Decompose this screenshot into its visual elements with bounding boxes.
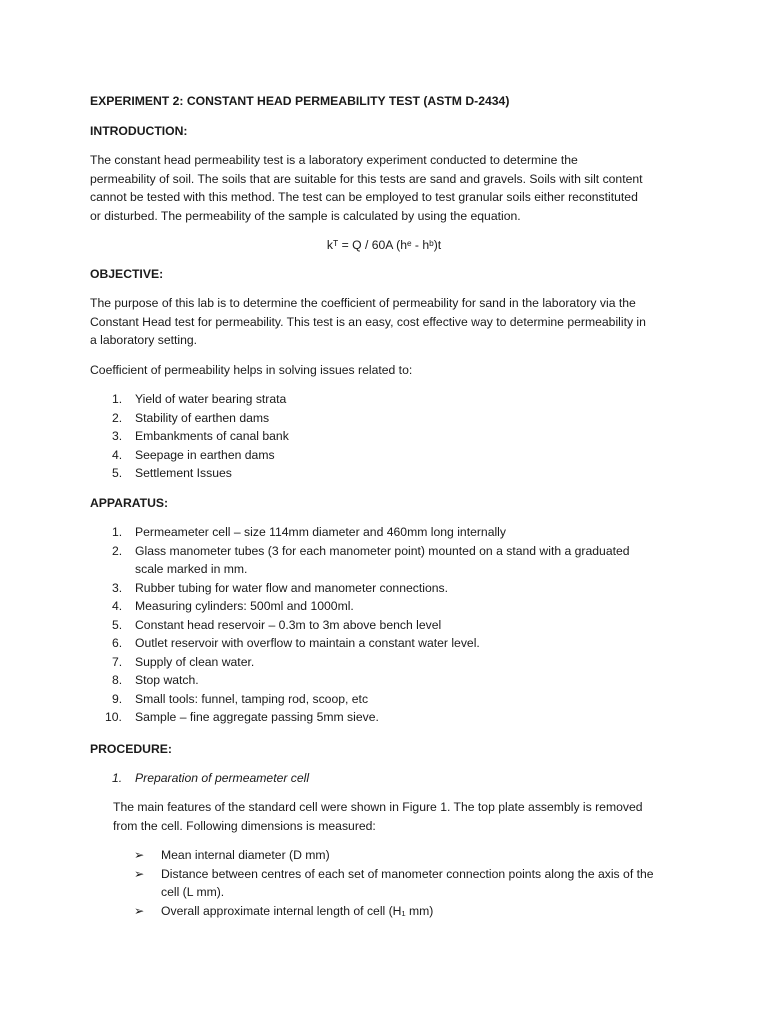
list-text: Measuring cylinders: 500ml and 1000ml. <box>135 599 354 613</box>
list-number: 5. <box>112 617 123 632</box>
list-item <box>90 653 690 672</box>
list-item <box>90 464 690 483</box>
list-item <box>90 427 690 446</box>
objective-paragraph <box>90 294 690 350</box>
list-text: Small tools: funnel, tamping rod, scoop, etc <box>135 691 369 706</box>
list-number: 9. <box>112 691 123 706</box>
list-number: 1. <box>112 525 123 539</box>
objective-line: Constant Head test for permeability. This test is an easy, cost effective way to determine permeability in <box>90 314 646 329</box>
list-number: 2. <box>112 410 123 425</box>
list-item <box>90 708 690 727</box>
list-text: Outlet reservoir with overflow to maintain a constant water level. <box>135 636 480 650</box>
arrow-bullet-icon: ➢ <box>134 866 145 881</box>
objective-line: a laboratory setting. <box>90 333 198 347</box>
list-text-continuation: cell (L mm). <box>161 885 225 899</box>
list-number: 2. <box>112 543 123 558</box>
list-item <box>134 846 694 865</box>
coefficient-intro: Coefficient of permeability helps in solving issues related to: <box>90 363 413 377</box>
step-line: The main features of the standard cell were shown in Figure 1. The top plate assembly is removed <box>113 800 643 814</box>
introduction-line: cannot be tested with this method. The test can be employed to test granular soils either reconstituted <box>90 190 638 204</box>
list-text: Glass manometer tubes (3 for each manometer point) mounted on a stand with a graduated <box>135 543 630 558</box>
list-item <box>90 542 690 579</box>
objective-heading: OBJECTIVE: <box>90 267 164 281</box>
list-number: 7. <box>112 654 123 669</box>
arrow-bullet-icon: ➢ <box>134 848 145 862</box>
introduction-line: or disturbed. The permeability of the sample is calculated by using the equation. <box>90 208 521 223</box>
list-number: 4. <box>112 447 123 462</box>
list-item <box>90 634 690 653</box>
step-title: Preparation of permeameter cell <box>135 771 310 785</box>
list-text: Settlement Issues <box>135 466 232 480</box>
list-number: 5. <box>112 466 123 480</box>
list-number: 10. <box>105 710 122 724</box>
list-text-continuation: scale marked in mm. <box>135 562 248 576</box>
list-number: 3. <box>112 429 123 443</box>
introduction-line: The constant head permeability test is a laboratory experiment conducted to determine the <box>90 153 578 167</box>
list-text: Stop watch. <box>135 673 199 687</box>
introduction-line: permeability of soil. The soils that are suitable for this tests are sand and gravels. Soils with silt content <box>90 171 643 186</box>
arrow-bullet-icon: ➢ <box>134 903 145 918</box>
list-text: Yield of water bearing strata <box>135 392 287 406</box>
list-item <box>90 690 690 709</box>
list-text: Rubber tubing for water flow and manometer connections. <box>135 580 448 595</box>
issues-list <box>90 390 690 483</box>
list-number: 6. <box>112 636 123 650</box>
list-text: Constant head reservoir – 0.3m to 3m above bench level <box>135 617 442 632</box>
list-item <box>134 865 694 902</box>
introduction-paragraph <box>90 151 690 225</box>
list-item <box>90 409 690 428</box>
apparatus-heading: APPARATUS: <box>90 496 169 510</box>
list-text: Mean internal diameter (D mm) <box>161 848 330 862</box>
list-text: Sample – fine aggregate passing 5mm sieve. <box>135 710 379 724</box>
list-number: 3. <box>112 580 123 595</box>
list-item <box>134 902 694 921</box>
list-item <box>90 446 690 465</box>
permeability-equation: kᵀ = Q / 60A (hᵉ - hᵇ)t <box>326 238 442 252</box>
step-number: 1. <box>112 771 123 785</box>
list-text: Stability of earthen dams <box>135 410 270 425</box>
list-number: 1. <box>112 392 123 406</box>
apparatus-list <box>90 523 690 727</box>
procedure-heading: PROCEDURE: <box>90 742 172 756</box>
list-text: Seepage in earthen dams <box>135 447 275 462</box>
list-number: 4. <box>112 599 123 613</box>
introduction-heading: INTRODUCTION: <box>90 124 188 138</box>
list-item <box>90 671 690 690</box>
list-item <box>90 579 690 598</box>
list-item <box>90 523 690 542</box>
list-text: Supply of clean water. <box>135 654 255 669</box>
list-text: Embankments of canal bank <box>135 429 289 443</box>
measurements-list <box>134 846 694 920</box>
list-text: Overall approximate internal length of cell (H₁ mm) <box>161 903 434 918</box>
step-paragraph <box>113 798 713 835</box>
objective-line: The purpose of this lab is to determine the coefficient of permeability for sand in the laboratory via the <box>90 296 636 310</box>
list-text: Distance between centres of each set of manometer connection points along the axis of the <box>161 866 654 881</box>
list-item <box>90 597 690 616</box>
list-number: 8. <box>112 673 123 687</box>
list-item <box>90 390 690 409</box>
step-line: from the cell. Following dimensions is measured: <box>113 818 376 833</box>
page-title: EXPERIMENT 2: CONSTANT HEAD PERMEABILITY TEST (ASTM D-2434) <box>90 94 510 108</box>
list-item <box>90 616 690 635</box>
list-text: Permeameter cell – size 114mm diameter and 460mm long internally <box>135 525 506 539</box>
